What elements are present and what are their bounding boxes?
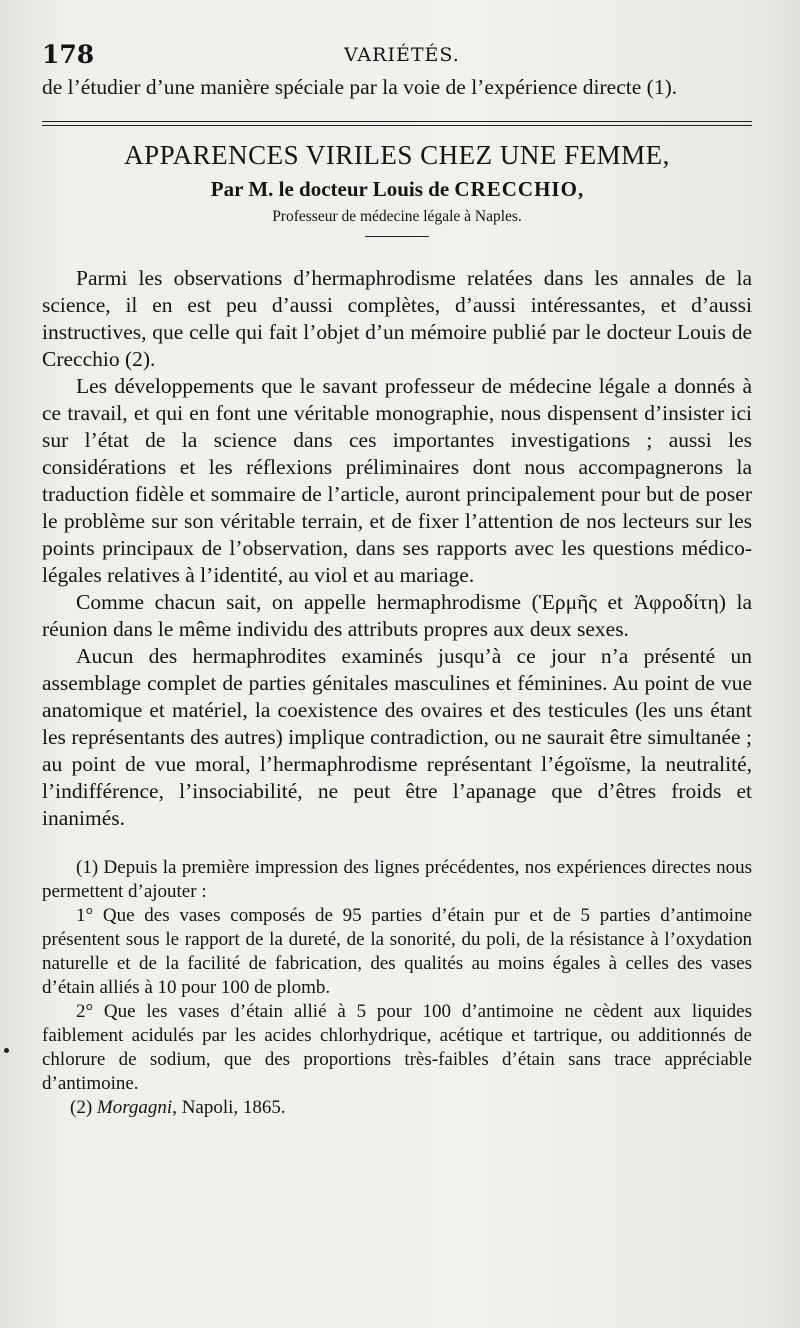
article-body: [42, 265, 752, 832]
paragraph-4: Aucun des hermaphrodites examinés jusqu’à ce jour n’a présenté un assemblage complet de parties génitales masculines et féminines. Au point de vue anatomique et matériel, la coexistence des ovaires et des testicules (les uns étant les représentants des autres) implique contradiction, ou ne saurait être simultanée ; au point de vue moral, l’hermaphrodisme représentant l’égoïsme, la neutralité, l’indifférence, l’insociabilité, ne peut être l’apanage que d’êtres froids et inanimés.: [42, 644, 752, 830]
page-edge-shadow: [760, 0, 800, 1328]
running-head: [42, 40, 752, 74]
footnote-2-number: (2): [70, 1097, 97, 1118]
byline-name: CRECCHIO: [454, 177, 578, 201]
footnote-1-intro: (1) Depuis la première impression des lignes précédentes, nos expériences directes nous permettent d’ajouter :: [42, 857, 752, 902]
author-affiliation: Professeur de médecine légale à Naples.: [272, 208, 522, 225]
section-divider: [42, 121, 752, 126]
short-divider: [365, 236, 429, 237]
paragraph-3: Comme chacun sait, on appelle hermaphrodisme (Ἑρμῆς et Ἀφροδίτη) la réunion dans le même individu des attributs propres aux deux sexes.: [42, 590, 752, 641]
page-number: 178: [42, 40, 95, 69]
article-title: APPARENCES VIRILES CHEZ UNE FEMME,: [124, 140, 670, 170]
paragraph-1: Parmi les observations d’hermaphrodisme relatées dans les annales de la science, il en est peu d’aussi complètes, d’aussi intéressantes, et d’aussi instructives, que celle qui fait l’objet d’un mémoire publié par le docteur Louis de Crecchio (2).: [42, 266, 752, 371]
byline-suffix: ,: [577, 177, 584, 201]
paragraph-2: Les développements que le savant professeur de médecine légale a donnés à ce travail, et qui en font une véritable monographie, nous dispensent d’insister ici sur l’état de la science dans ces importantes investigations ; aussi les considérations et les réflexions préliminaires dont nous accompagnerons la traduction fidèle et sommaire de l’article, auront principalement pour but de poser le problème sur son véritable terrain, et de fixer l’attention de nos lecteurs sur les points principaux de l’observation, dans ses rapports avec les questions médico-légales relatives à l’identité, au viol et au mariage.: [42, 374, 752, 587]
footnote-2-rest: , Napoli, 1865.: [172, 1097, 286, 1118]
footnote-2-journal: Morgagni: [96, 1097, 173, 1118]
margin-mark: [4, 1048, 9, 1053]
article-byline: [42, 177, 752, 202]
running-title: VARIÉTÉS.: [344, 44, 460, 66]
footnote-2: [42, 1096, 752, 1120]
footnote-1-item-2: 2° Que les vases d’étain allié à 5 pour 100 d’antimoine ne cèdent aux liquides faiblement acidulés par les acides chlorhydrique, acétique et tartrique, ou additionnés de chlorure de sodium, que des proportions très-faibles d’étain sans trace appréciable d’antimoine.: [42, 1001, 752, 1094]
byline-prefix: Par M. le docteur Louis de: [210, 177, 455, 201]
intro-paragraph: de l’étudier d’une manière spéciale par la voie de l’expérience directe (1).: [42, 75, 678, 99]
footnote-1-item-1: 1° Que des vases composés de 95 parties d’étain pur et de 5 parties d’antimoine présentent sous le rapport de la dureté, de la sonorité, du poli, de la résistance à l’oxydation naturelle et de la facilité de fabrication, des qualités au moins égales à celles des vases d’étain alliés à 10 pour 100 de plomb.: [42, 905, 752, 998]
footnotes: [42, 856, 752, 1120]
